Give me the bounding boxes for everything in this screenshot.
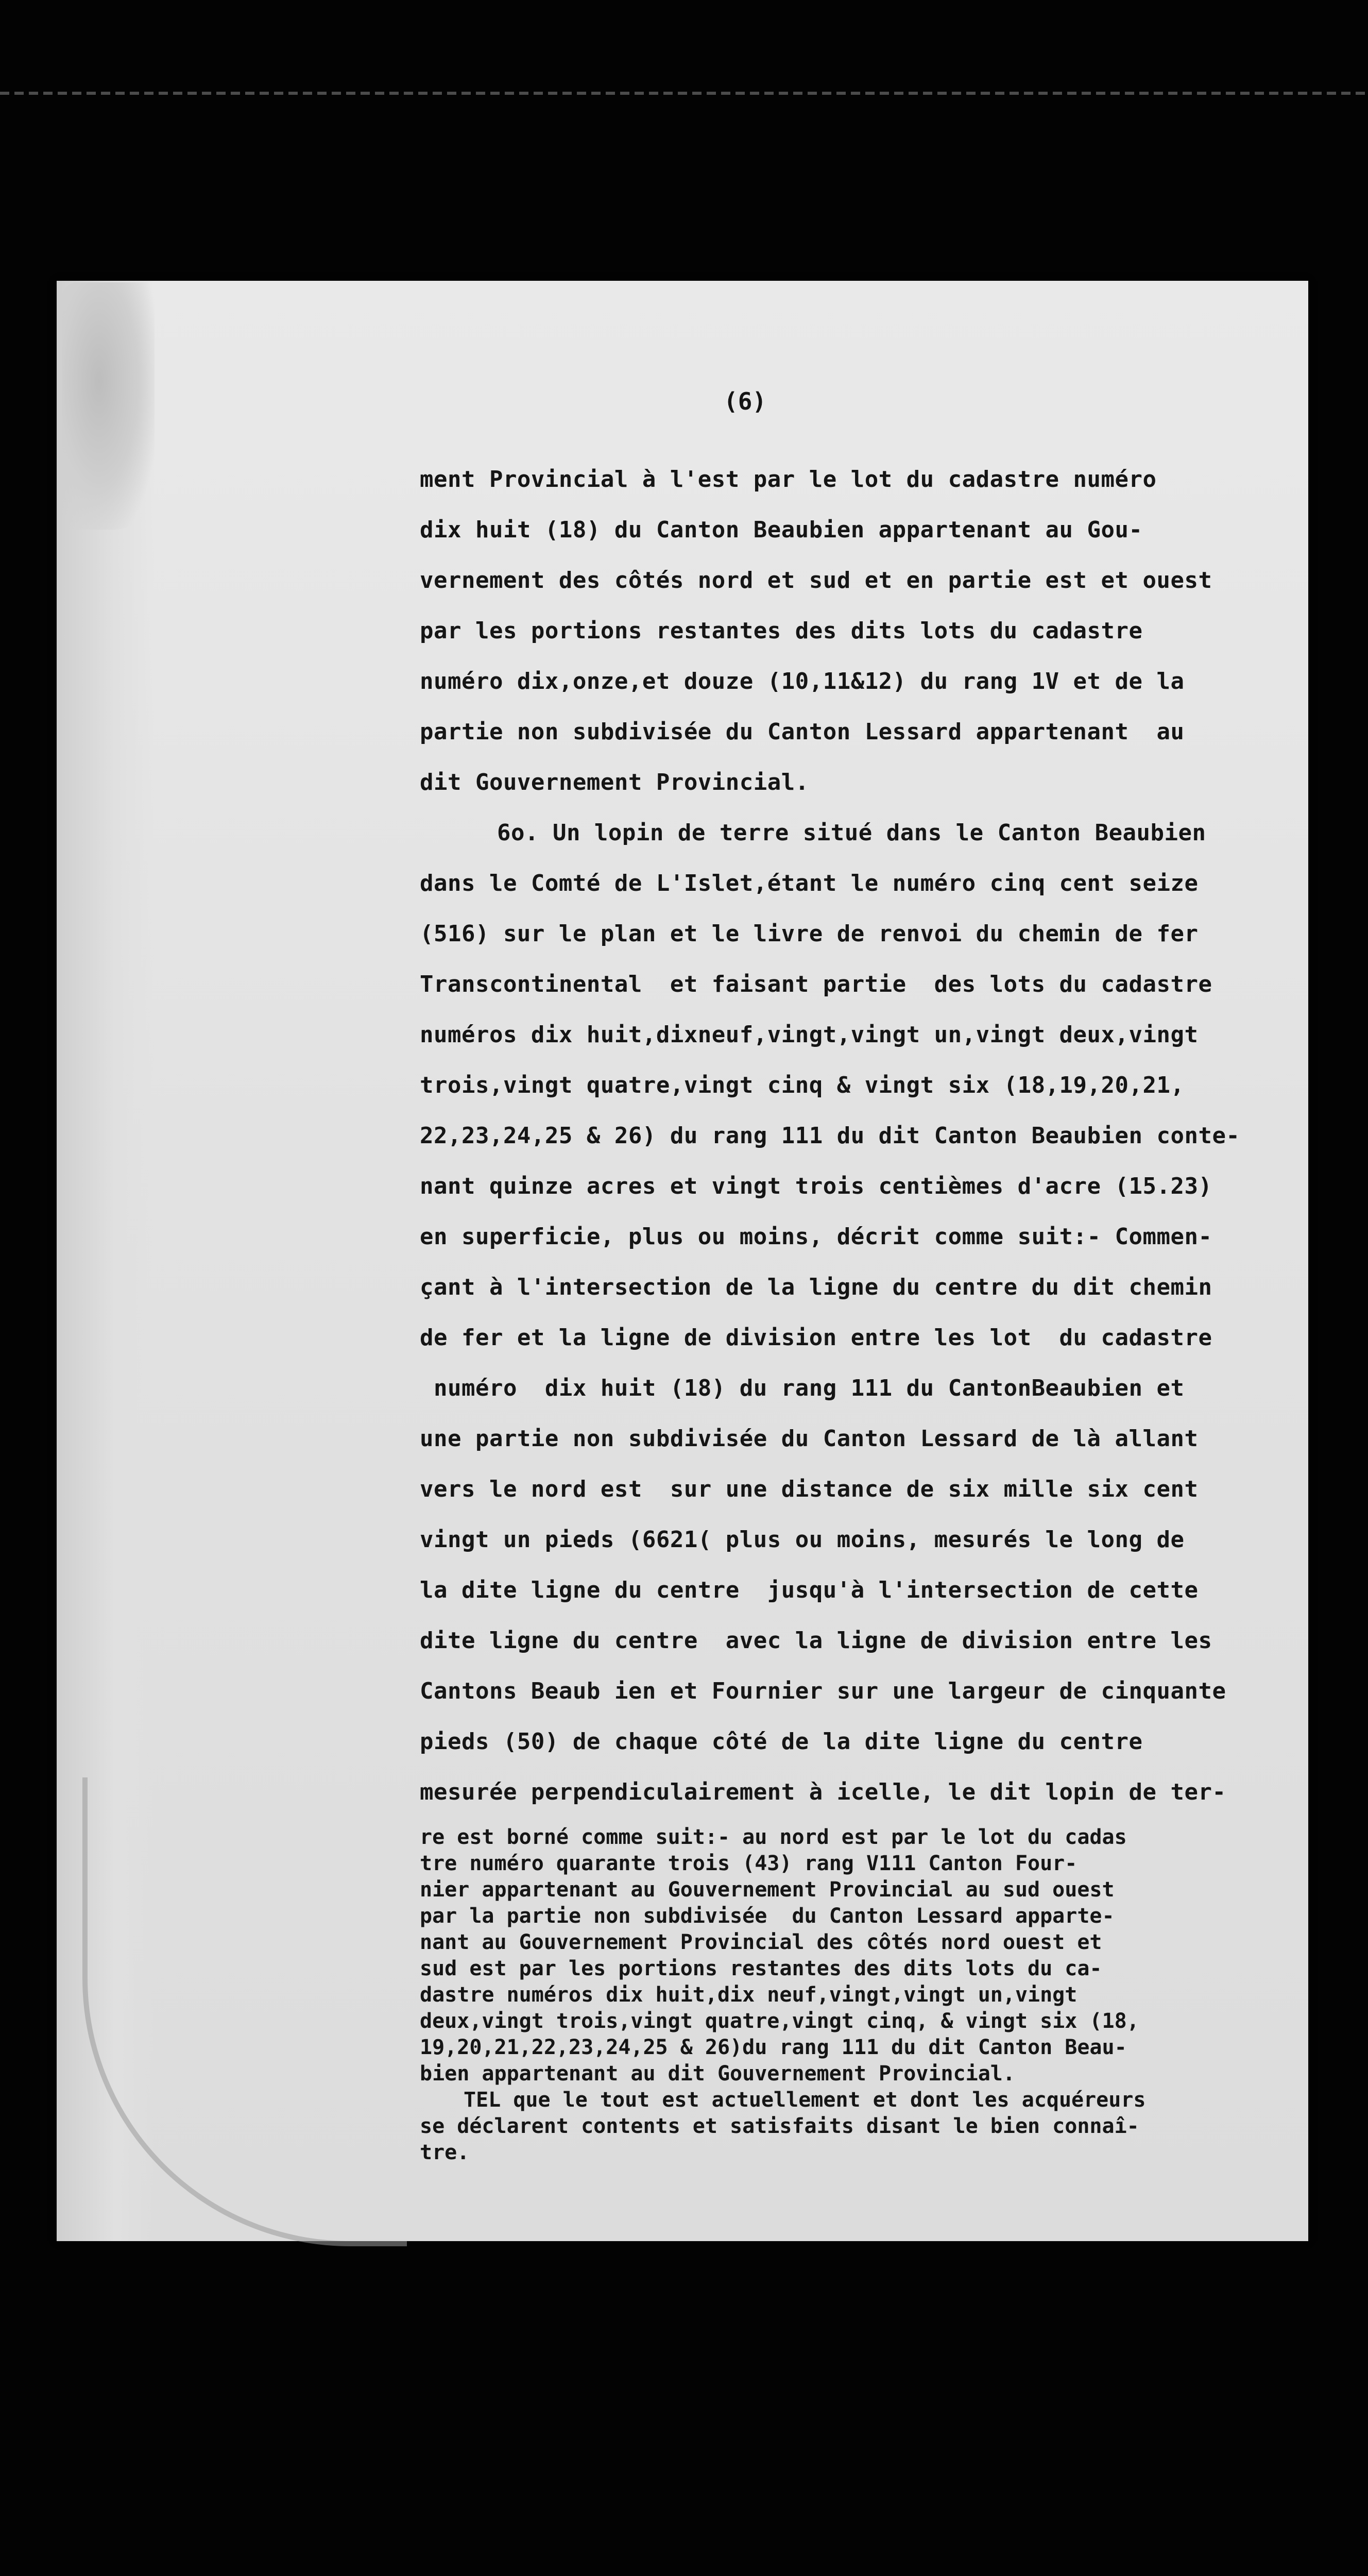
text-line: nier appartenant au Gouvernement Provincial au sud ouest	[420, 1878, 1115, 1902]
text-line: dastre numéros dix huit,dix neuf,vingt,vingt un,vingt	[420, 1983, 1078, 2007]
text-line: par les portions restantes des dits lots du cadastre	[420, 618, 1143, 644]
text-line: trois,vingt quatre,vingt cinq & vingt six (18,19,20,21,	[420, 1072, 1185, 1098]
text-line: numéro dix huit (18) du rang 111 du CantonBeaubien et	[420, 1375, 1185, 1401]
text-line: çant à l'intersection de la ligne du centre du dit chemin	[420, 1274, 1212, 1300]
text-line: partie non subdivisée du Canton Lessard appartenant au	[420, 719, 1185, 745]
text-line: nant au Gouvernement Provincial des côtés nord ouest et	[420, 1930, 1102, 1954]
text-line: mesurée perpendiculairement à icelle, le dit lopin de ter-	[420, 1779, 1226, 1805]
text-line: 22,23,24,25 & 26) du rang 111 du dit Canton Beaubien conte-	[420, 1123, 1240, 1149]
text-line: dans le Comté de L'Islet,étant le numéro cinq cent seize	[420, 870, 1199, 896]
text-line: vingt un pieds (6621( plus ou moins, mesurés le long de	[420, 1527, 1185, 1553]
text-line: dix huit (18) du Canton Beaubien appartenant au Gou-	[420, 517, 1143, 543]
film-edge-rule	[0, 92, 1368, 95]
text-line: la dite ligne du centre jusqu'à l'intersection de cette	[420, 1577, 1199, 1603]
text-line: une partie non subdivisée du Canton Lessard de là allant	[420, 1426, 1199, 1452]
text-line: Transcontinental et faisant partie des lots du cadastre	[420, 971, 1212, 997]
text-line: numéro dix,onze,et douze (10,11&12) du rang 1V et de la	[420, 668, 1185, 694]
text-line: numéros dix huit,dixneuf,vingt,vingt un,vingt deux,vingt	[420, 1022, 1199, 1048]
text-line: sud est par les portions restantes des dits lots du ca-	[420, 1957, 1102, 1980]
text-line: re est borné comme suit:- au nord est par le lot du cadas	[420, 1825, 1127, 1849]
text-line: dite ligne du centre avec la ligne de division entre les	[420, 1628, 1212, 1654]
text-line: deux,vingt trois,vingt quatre,vingt cinq, & vingt six (18,	[420, 2009, 1139, 2033]
text-line: par la partie non subdivisée du Canton Lessard apparte-	[420, 1904, 1115, 1928]
text-line: Cantons Beaub ien et Fournier sur une largeur de cinquante	[420, 1678, 1226, 1704]
text-line: (516) sur le plan et le livre de renvoi du chemin de fer	[420, 921, 1199, 947]
text-line: tre.	[420, 2141, 470, 2164]
text-line: vers le nord est sur une distance de six mille six cent	[420, 1476, 1199, 1502]
text-line: se déclarent contents et satisfaits disant le bien connaî-	[420, 2114, 1139, 2138]
text-line: 6o. Un lopin de terre situé dans le Canton Beaubien	[497, 820, 1206, 846]
text-line: bien appartenant au dit Gouvernement Provincial.	[420, 2062, 1015, 2086]
text-line: ment Provincial à l'est par le lot du cadastre numéro	[420, 466, 1157, 493]
page-number: (6)	[724, 387, 767, 415]
text-line: TEL que le tout est actuellement et dont les acquéreurs	[464, 2088, 1146, 2112]
text-line: 19,20,21,22,23,24,25 & 26)du rang 111 du dit Canton Beau-	[420, 2036, 1127, 2059]
text-line: pieds (50) de chaque côté de la dite ligne du centre	[420, 1728, 1143, 1755]
text-line: tre numéro quarante trois (43) rang V111 Canton Four-	[420, 1852, 1078, 1875]
text-line: en superficie, plus ou moins, décrit comme suit:- Commen-	[420, 1224, 1212, 1250]
text-line: nant quinze acres et vingt trois centièmes d'acre (15.23)	[420, 1173, 1212, 1199]
text-line: dit Gouvernement Provincial.	[420, 769, 809, 795]
torn-corner	[62, 282, 155, 530]
text-line: vernement des côtés nord et sud et en partie est et ouest	[420, 567, 1212, 594]
text-line: de fer et la ligne de division entre les lot du cadastre	[420, 1325, 1212, 1351]
